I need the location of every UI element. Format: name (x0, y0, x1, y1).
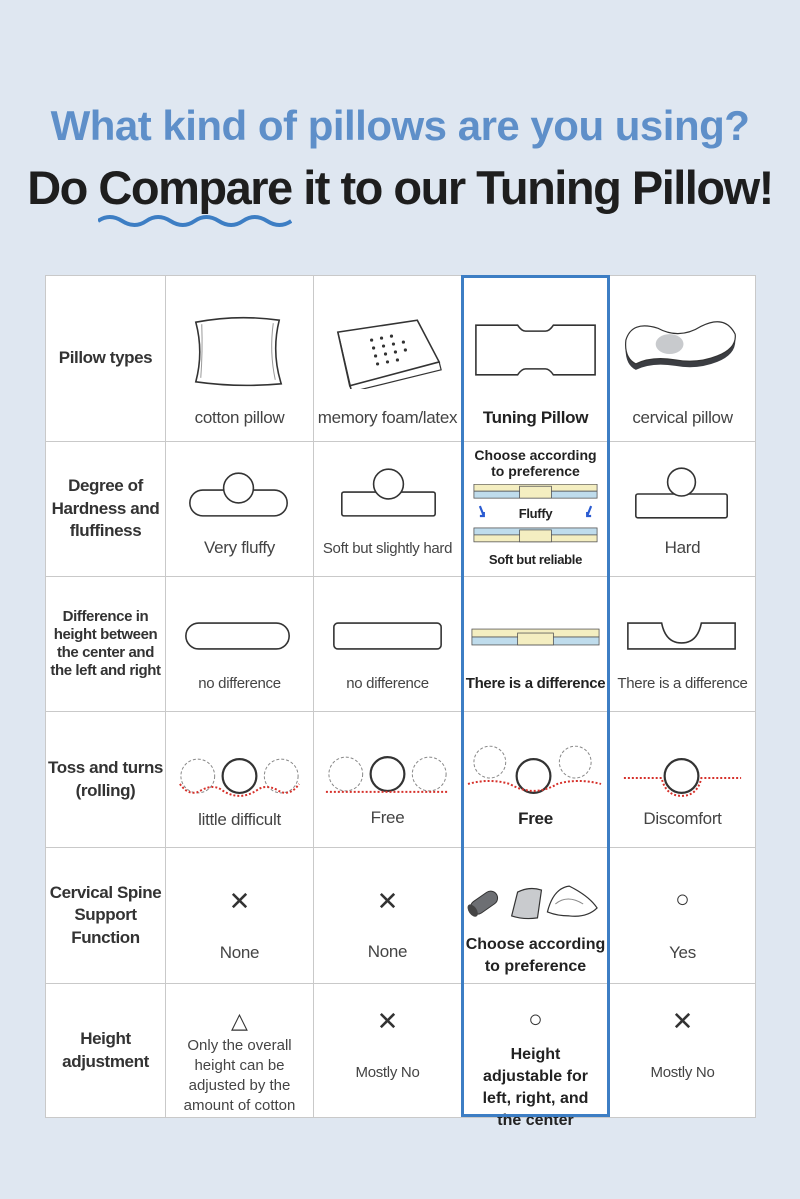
headline-highlight (98, 160, 291, 215)
cell-memory-spine (314, 848, 462, 984)
row-label-spine-support: Cervical Spine Support Function (46, 848, 166, 984)
label-hard: Hard (664, 538, 701, 557)
label-mostly-no-memory: Mostly No (355, 1064, 420, 1081)
label-fluffy: Fluffy (518, 506, 553, 521)
label-soft-reliable: Soft but reliable (488, 552, 583, 567)
label-height-adjustable: Height adjustable for left, right, and the center (482, 1046, 589, 1129)
circle-mark-icon: ○ (528, 1006, 543, 1033)
label-choose-preference: Choose according to preference (474, 447, 597, 479)
comparison-table (45, 275, 756, 1129)
label-free-tuning: Free (518, 809, 553, 828)
cell-tuning-adjust (462, 984, 610, 1129)
cell-tuning-toss (462, 712, 610, 848)
cell-cervical-toss (610, 712, 756, 848)
row-label-hardness: Degree of Hardness and fluffiness (46, 442, 166, 577)
cell-cotton-diff (166, 577, 314, 712)
triangle-mark-icon: △ (231, 1008, 248, 1033)
row-label-height-adjustment: Height adjustment (46, 984, 166, 1118)
cell-tuning-hardness (462, 442, 610, 577)
cell-cotton-toss (166, 712, 314, 848)
cell-memory-diff (314, 577, 462, 712)
cell-cotton-spine (166, 848, 314, 984)
cell-memory-adjust (314, 984, 462, 1118)
flat-rect-pillow-icon (314, 619, 461, 654)
row-label-pillow-types: Pillow types (46, 276, 166, 442)
label-soft-slightly-hard: Soft but slightly hard (322, 540, 453, 557)
row-label-height-difference: Difference in height between the center and the left and right (46, 577, 166, 712)
cross-mark-icon: ✕ (228, 886, 251, 916)
headline-highlight-word: Compare (98, 161, 292, 214)
support-inserts-icon (462, 878, 609, 926)
label-cotton-adjust: Only the overall height can be adjusted by the amount of cotton (183, 1037, 296, 1114)
cross-mark-icon: ✕ (376, 886, 399, 916)
label-cervical-pillow: cervical pillow (632, 408, 733, 427)
row-label-toss-turns: Toss and turns (rolling) (46, 712, 166, 848)
rolling-free-icon (314, 754, 461, 804)
head-on-fluffy-pillow-icon (166, 468, 313, 523)
cross-mark-icon: ✕ (376, 1006, 399, 1036)
label-none-cotton: None (219, 943, 260, 962)
headline-compare (0, 160, 800, 215)
label-very-fluffy: Very fluffy (203, 538, 276, 557)
cell-tuning-type (462, 276, 610, 442)
label-there-is-difference-cervical: There is a difference (617, 675, 748, 692)
cell-cotton-adjust (166, 984, 314, 1118)
flat-round-pillow-icon (166, 619, 313, 654)
label-choose-preference-spine: Choose according to preference (465, 936, 606, 975)
head-on-firm-pillow-icon (314, 468, 461, 523)
label-yes: Yes (669, 943, 696, 962)
label-no-difference-memory: no difference (346, 675, 429, 692)
label-free-memory: Free (370, 808, 405, 827)
cotton-pillow-icon (166, 314, 313, 389)
label-cotton-pillow: cotton pillow (194, 408, 285, 427)
cell-memory-hardness (314, 442, 462, 577)
cervical-profile-icon (610, 617, 755, 655)
cell-tuning-diff (462, 577, 610, 712)
headline-suffix: it to our Tuning Pillow! (291, 161, 773, 214)
rolling-discomfort-icon (610, 754, 755, 804)
cervical-pillow-icon (610, 314, 755, 389)
headline-prefix: Do (27, 161, 99, 214)
rolling-difficult-icon (166, 754, 313, 804)
cell-cervical-type (610, 276, 756, 442)
label-no-difference-cotton: no difference (198, 675, 281, 692)
label-mostly-no-cervical: Mostly No (650, 1064, 715, 1081)
label-there-is-difference-tuning: There is a difference (465, 675, 606, 692)
label-discomfort: Discomfort (643, 809, 722, 828)
label-none-memory: None (367, 942, 408, 961)
rolling-free-tuning-icon (462, 744, 609, 804)
cross-mark-icon: ✕ (671, 1006, 694, 1036)
cell-tuning-spine (462, 848, 610, 984)
tuning-profile-icon (462, 623, 609, 653)
cell-memory-type (314, 276, 462, 442)
circle-mark-icon: ○ (675, 886, 690, 913)
label-tuning-pillow: Tuning Pillow (482, 408, 589, 427)
label-memory-foam: memory foam/latex (317, 408, 458, 427)
cell-memory-toss (314, 712, 462, 848)
cell-cervical-adjust (610, 984, 756, 1118)
wave-underline (98, 213, 291, 229)
cell-cervical-spine (610, 848, 756, 984)
cell-cervical-hardness (610, 442, 756, 577)
cell-cervical-diff (610, 577, 756, 712)
head-on-hard-pillow-icon (610, 466, 755, 521)
tuning-pillow-icon (462, 321, 609, 381)
label-little-difficult: little difficult (198, 810, 281, 829)
memory-foam-icon (314, 314, 461, 389)
cell-cotton-type (166, 276, 314, 442)
headline-question: What kind of pillows are you using? (50, 102, 750, 149)
cell-cotton-hardness (166, 442, 314, 577)
